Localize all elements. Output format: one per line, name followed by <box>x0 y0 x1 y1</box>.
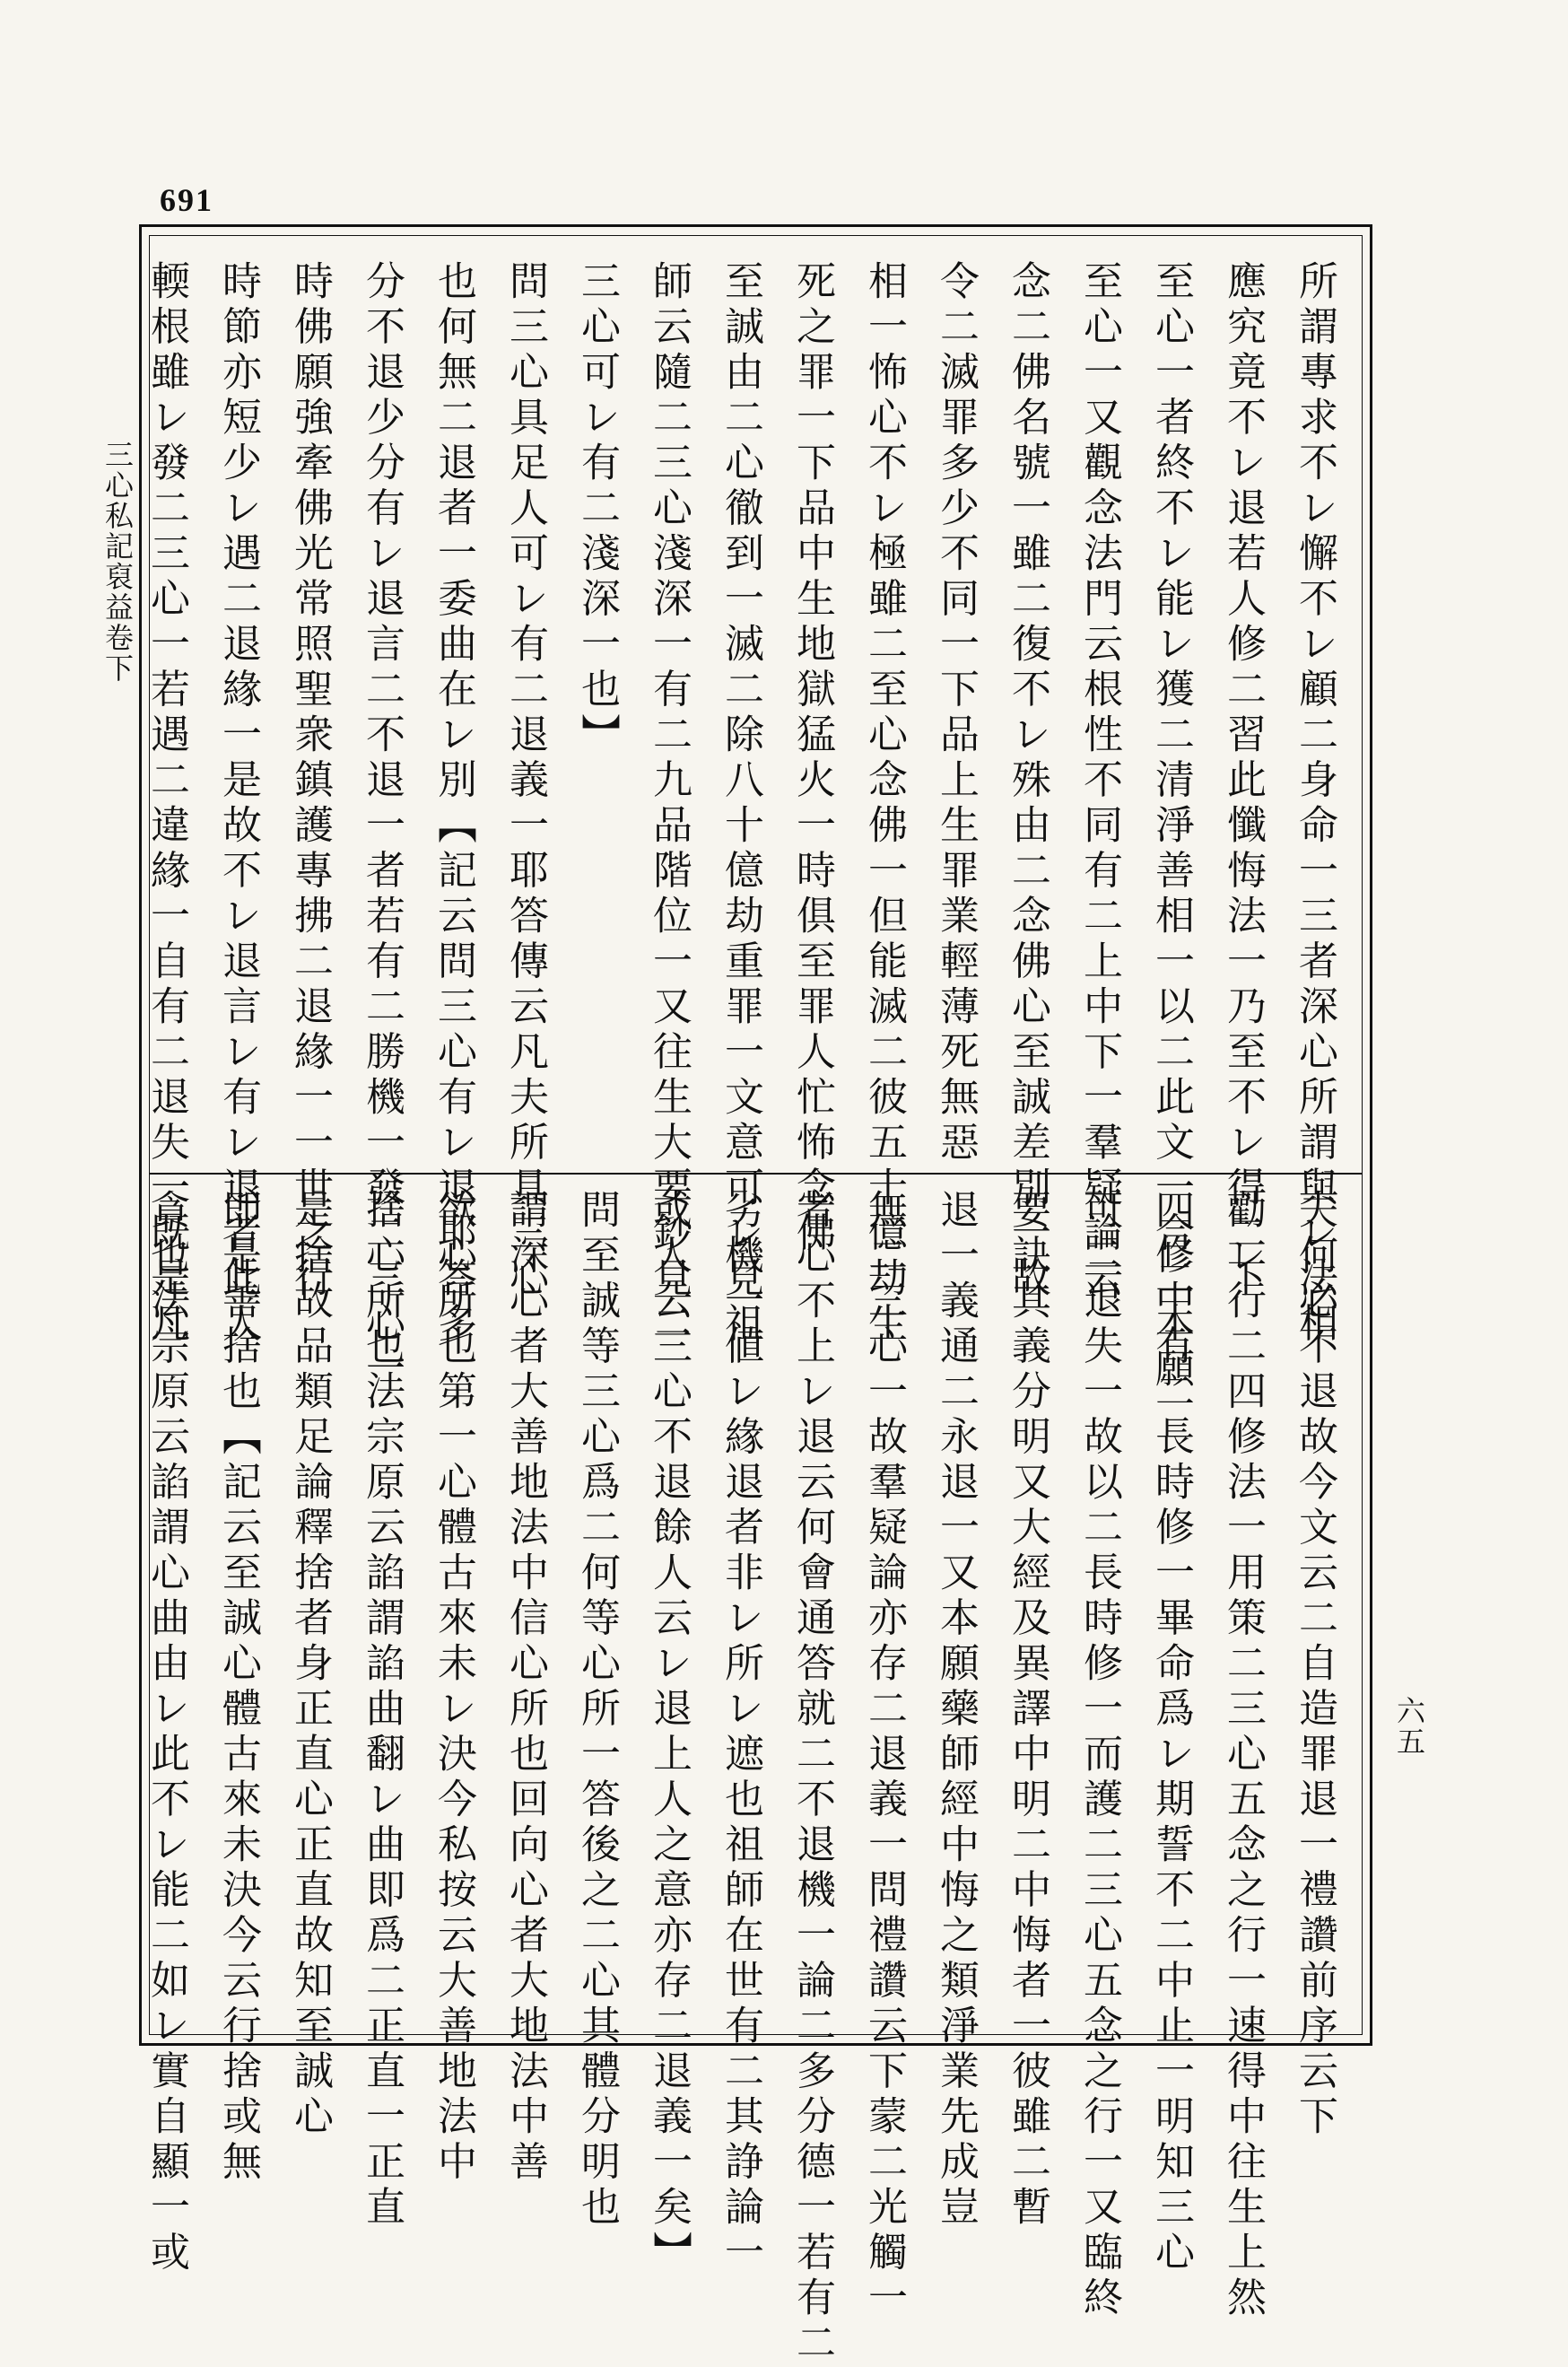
text-line: 或人云三心不退餘人云レ退上人之意亦存二退義一矣】 <box>646 1189 692 2276</box>
text-line: 令二滅罪多少不同一下品上生罪業輕薄死無惡 <box>933 260 979 1166</box>
text-line: 勸レ行二四修法一用策二三心五念之行一速得中往生上然 <box>1220 1189 1266 2322</box>
text-line: 分不退少分有レ退言二不退一者若有二勝機一發二三心一 <box>359 260 405 1393</box>
text-line: 謂深心者大善地法中信心所也回向心者大地法中善 <box>502 1189 548 2186</box>
text-line: 至誠由二心徹到一滅二除八十億劫重罪一文意可レ見祖 <box>718 260 763 1348</box>
text-line: 無二三心一故羣疑論亦存二退義一問禮讚云下蒙二光觸一 <box>861 1189 907 2322</box>
text-line: 貪也法宗原云諂謂心曲由レ此不レ能二如レ實自顯一或 <box>144 1189 189 2276</box>
text-line: 三心可レ有二淺深一也】 <box>574 260 620 759</box>
text-line: 相一怖心不レ極雖二至心念佛一但能滅二彼五十億劫生 <box>861 260 907 1348</box>
text-line: 即是善捨也【記云至誠心體古來未決今云行捨或無 <box>215 1189 261 2186</box>
text-line: 者心不上レ退云何會通答就二不退機一論二多分德一若有二 <box>789 1189 835 2367</box>
text-line: 可二退失一故以二長時修一而護二三心五念之行一又臨終 <box>1076 1189 1122 2322</box>
text-line: 師云隨二三心淺深一有二九品階位一又往生大要鈔見二 <box>646 260 692 1348</box>
text-line: 四修中有二長時修一畢命爲レ期誓不二中止一明知三心 <box>1148 1189 1194 2276</box>
text-line: 夫何必不退故今文云二自造罪退一禮讚前序云下 <box>1292 1189 1337 2141</box>
text-line: 所謂專求不レ懈不レ顧二身命一三者深心所謂與レ法相 <box>1292 260 1337 1348</box>
text-line: 劣機一値レ緣退者非レ所レ遮也祖師在世有二其諍論一 <box>718 1189 763 2276</box>
text-line: 應究竟不レ退若人修二習此懺悔法一乃至不レ得二下 <box>1220 260 1266 1303</box>
text-line: 輭根雖レ發二三心一若遇二違緣一自有二退失一既是凡 <box>144 260 189 1348</box>
text-line: 問至誠等三心爲二何等心所一答後之二心其體分明也 <box>574 1189 620 2232</box>
text-line: 也何無二退者一委曲在レ別【記云問三心有レ退耶答多 <box>431 260 476 1348</box>
text-line: 至心一者終不レ能レ獲二清淨善相一以二此文一合二本願 <box>1148 260 1194 1393</box>
page-number: 691 <box>160 182 213 218</box>
text-line: 念二佛名號一雖二復不レ殊由二念佛心至誠差別一故 <box>1005 260 1050 1303</box>
folio-number: 六五 <box>1392 1696 1426 1757</box>
text-line: 時佛願強牽佛光常照聖衆鎮護專拂二退緣一一世之行 <box>287 260 333 1303</box>
bottom-text-block <box>144 1189 1350 2367</box>
text-line: 時節亦短少レ遇二退緣一是故不レ退言レ有レ退者此人 <box>215 260 261 1348</box>
text-line: 退一義通二永退一又本願藥師經中悔之類淨業先成豈 <box>933 1189 979 2232</box>
text-line: 至心一又觀念法門云根性不同有二上中下一羣疑論云 <box>1076 260 1122 1303</box>
text-line: 是捨故品類足論釋捨者身正直心正直故知至誠心 <box>287 1189 333 2141</box>
running-title: 三心私記裒益卷下 <box>100 440 135 684</box>
top-text-block <box>144 260 1350 1393</box>
text-line: 欲心所也第一心體古來未レ決今私按云大善地法中 <box>431 1189 476 2186</box>
text-line: 死之罪一下品中生地獄猛火一時俱至罪人忙怖念佛 <box>789 260 835 1257</box>
text-line: 捨心所也法宗原云諂謂諂曲翻レ曲即爲二正直一正直 <box>359 1189 405 2232</box>
text-line: 要訣其義分明又大經及異譯中明二中悔者一彼雖二暫 <box>1005 1189 1050 2232</box>
text-line: 問三心具足人可レ有二退義一耶答傳云凡夫所具三心 <box>502 260 548 1303</box>
